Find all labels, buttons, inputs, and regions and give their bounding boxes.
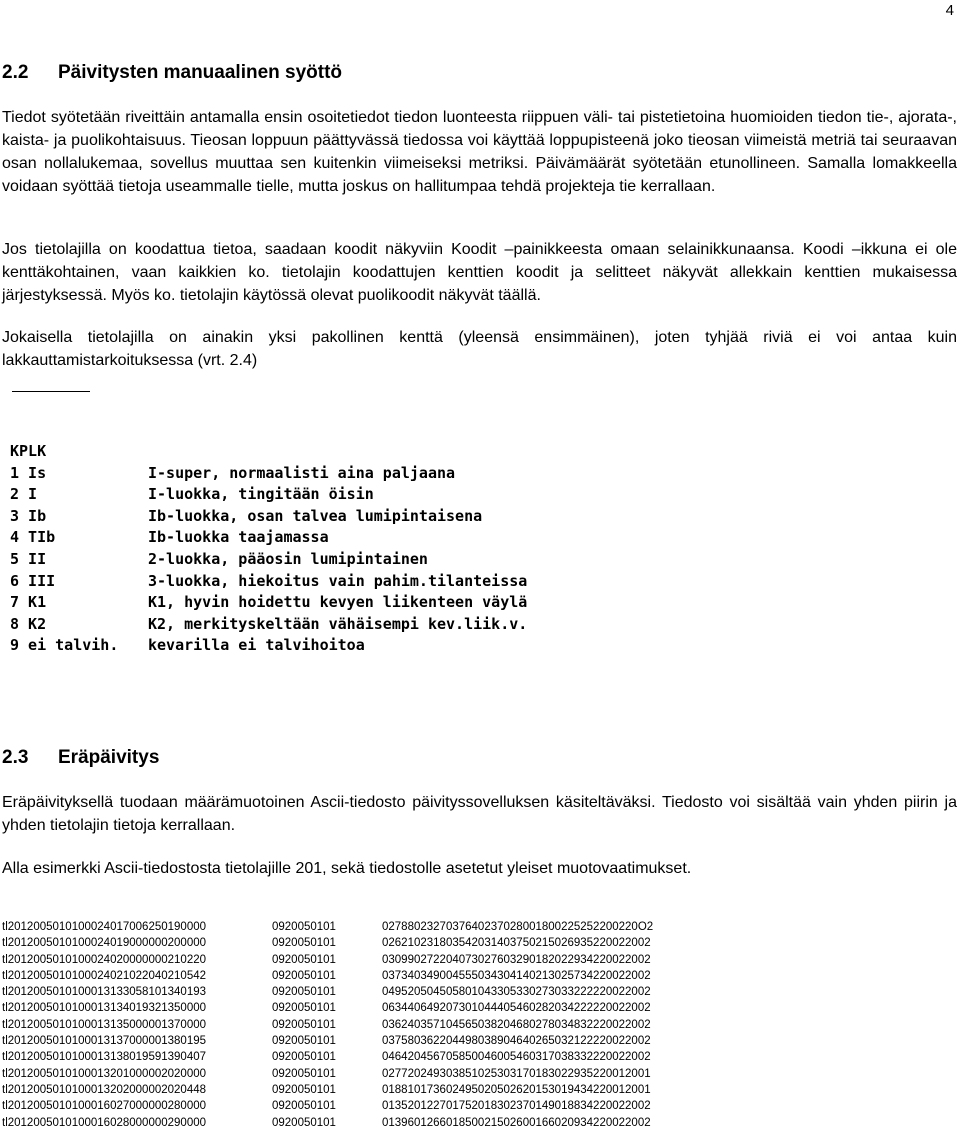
data-row — [2, 1049, 653, 1065]
code-value: 9 ei talvih. — [10, 636, 119, 655]
data-cell: 049520504505801043305330273033222220022002 — [382, 986, 651, 999]
code-list-row — [10, 592, 527, 614]
code-value: 2 I — [10, 485, 38, 504]
data-cell: 0920050101 — [272, 1035, 336, 1048]
code-description: Ib-luokka, osan talvea lumipintaisena — [148, 506, 483, 525]
code-list-row — [10, 506, 527, 528]
data-cell: tl2012005010100013201000002020000 — [2, 1067, 207, 1080]
data-row — [2, 919, 653, 935]
data-cell: 027720249303851025303170183022935220012001 — [382, 1067, 651, 1080]
paragraph-mandatory-field: Jokaisella tietolajilla on ainakin yksi pakollinen kenttä (yleensä ensimmäinen), joten tyhjää riviä ei voi antaa kuin lakkauttamistarkoituksessa (vrt. 2.4) — [2, 329, 957, 369]
code-list-header: KPLK — [10, 442, 47, 460]
footnote-separator — [12, 391, 90, 392]
paragraph-batch-update: Eräpäivityksellä tuodaan määrämuotoinen Ascii-tiedosto päivityssovelluksen käsiteltäväksi. Tiedosto voi sisältää vain yhden piirin ja yhden tietolajin tietoja kerrallaan. — [2, 794, 957, 834]
data-cell: tl2012005010100016028000000290000 — [2, 1116, 207, 1129]
data-row — [2, 1017, 653, 1033]
data-cell: 036240357104565038204680278034832220022002 — [382, 1018, 651, 1031]
data-cell: 026210231803542031403750215026935220022002 — [382, 937, 651, 950]
code-value: 5 II — [10, 549, 47, 568]
data-cell: 063440649207301044405460282034222220022002 — [382, 1002, 651, 1015]
data-cell: 0920050101 — [272, 1018, 336, 1031]
paragraph-input-instructions: Tiedot syötetään riveittäin antamalla ensin osoitetiedot tiedon luonteesta riippuen väli- tai pistetietoina huomioiden tiedon tie-, ajorata-, kaista- ja puolikohtaisuus. Tieosan loppuun päättyvässä tiedossa voi käyttää loppupisteenä joko tieosan viimeistä metriä tai seuraavan osan nollalukemaa, sovellus muuttaa sen kuitenkin viimeiseksi metriksi. Päivämäärät syötetään etunollineen. Samalla lomakkeella voidaan syöttää tietoja useammalle tielle, mutta joskus on hallitumpaa tehdä projekteja tie kerrallaan. — [2, 109, 957, 195]
data-row — [2, 952, 653, 968]
data-cell: tl2012005010100013137000001380195 — [2, 1035, 207, 1048]
section-heading-2-3 — [2, 747, 159, 769]
code-list-row — [10, 571, 527, 593]
data-cell: 013520122701752018302370149018834220022002 — [382, 1100, 651, 1113]
code-value: 8 K2 — [10, 614, 47, 633]
data-row — [2, 1082, 653, 1098]
data-cell: 0920050101 — [272, 969, 336, 982]
data-cell: 0920050101 — [272, 1116, 336, 1129]
data-cell: 037580362204498038904640265032122220022002 — [382, 1035, 651, 1048]
data-cell: 0920050101 — [272, 1067, 336, 1080]
code-description: K1, hyvin hoidettu kevyen liikenteen väylä — [148, 593, 528, 612]
data-cell: 0920050101 — [272, 937, 336, 950]
section-heading-2-2 — [2, 62, 342, 84]
data-row — [2, 1033, 653, 1049]
section-number: 2.2 — [2, 62, 29, 83]
data-cell: tl2012005010100024021022040210542 — [2, 969, 207, 982]
data-cell: tl2012005010100024017006250190000 — [2, 921, 207, 933]
data-cell: 0920050101 — [272, 986, 336, 999]
data-cell: 0920050101 — [272, 1100, 336, 1113]
data-cell: 046420456705850046005460317038332220022002 — [382, 1051, 651, 1064]
ascii-file-example — [2, 919, 653, 1131]
code-list-row — [10, 527, 527, 549]
data-cell: tl2012005010100013133058101340193 — [2, 986, 207, 999]
data-row — [2, 1115, 653, 1131]
data-row — [2, 1098, 653, 1114]
code-value: 7 K1 — [10, 593, 47, 612]
code-description: 3-luokka, hiekoitus vain pahim.tilanteissa — [148, 571, 528, 590]
code-list-row — [10, 614, 527, 636]
code-list-row — [10, 484, 527, 506]
data-cell: 030990272204073027603290182022934220022002 — [382, 953, 651, 966]
data-cell: tl2012005010100013138019591390407 — [2, 1051, 207, 1064]
code-list-screenshot — [10, 441, 527, 657]
data-row — [2, 968, 653, 984]
data-cell: tl2012005010100013135000001370000 — [2, 1018, 207, 1031]
data-cell: 0920050101 — [272, 1051, 336, 1064]
code-value: 1 Is — [10, 463, 47, 482]
data-row — [2, 984, 653, 1000]
data-cell: 0920050101 — [272, 921, 336, 933]
code-description: I-luokka, tingitään öisin — [148, 485, 374, 504]
data-row — [2, 1066, 653, 1082]
code-description: Ib-luokka taajamassa — [148, 528, 329, 547]
code-description: 2-luokka, pääosin lumipintainen — [148, 549, 428, 568]
data-cell: tl2012005010100016027000000280000 — [2, 1100, 207, 1113]
data-cell: tl2012005010100024020000000210220 — [2, 953, 207, 966]
code-description: I-super, normaalisti aina paljaana — [148, 463, 456, 482]
data-row — [2, 935, 653, 951]
section-title: Eräpäivitys — [58, 747, 160, 768]
paragraph-codes-info: Jos tietolajilla on koodattua tietoa, saadaan koodit näkyviin Koodit –painikkeesta omaan selainikkunaansa. Koodi –ikkuna ei ole kenttäkohtainen, vaan kaikkien ko. tietolajin koodattujen kenttien koodit ja selitteet näkyvät allekkain kenttien mukaisessa järjestyksessä. Myös ko. tietolajin käytössä olevat puolikoodit näkyvät täällä. — [2, 241, 957, 304]
data-cell: 0278802327037640237028001800225252200220O2 — [382, 921, 654, 933]
code-value: 3 Ib — [10, 506, 47, 525]
code-list-row — [10, 463, 527, 485]
paragraph-ascii-example: Alla esimerkki Ascii-tiedostosta tietolajille 201, sekä tiedostolle asetetut yleiset muotovaatimukset. — [2, 860, 692, 877]
code-value: 6 III — [10, 571, 56, 590]
data-cell: tl2012005010100024019000000200000 — [2, 937, 207, 950]
code-list-row — [10, 635, 527, 657]
data-cell: tl2012005010100013202000002020448 — [2, 1083, 207, 1096]
page-number: 4 — [945, 2, 954, 19]
code-value: 4 TIb — [10, 528, 56, 547]
section-title: Päivitysten manuaalinen syöttö — [58, 62, 343, 83]
data-cell: 0920050101 — [272, 953, 336, 966]
data-cell: 0920050101 — [272, 1083, 336, 1096]
data-cell: 037340349004555034304140213025734220022002 — [382, 969, 651, 982]
data-cell: tl2012005010100013134019321350000 — [2, 1002, 207, 1015]
data-row — [2, 1000, 653, 1016]
data-cell: 0920050101 — [272, 1002, 336, 1015]
section-number: 2.3 — [2, 747, 29, 768]
data-cell: 013960126601850021502600166020934220022002 — [382, 1116, 651, 1129]
code-description: kevarilla ei talvihoitoa — [148, 636, 365, 655]
data-cell: 018810173602495020502620153019434220012001 — [382, 1083, 651, 1096]
code-list-row — [10, 549, 527, 571]
code-description: K2, merkityskeltään vähäisempi kev.liik.v. — [148, 614, 528, 633]
